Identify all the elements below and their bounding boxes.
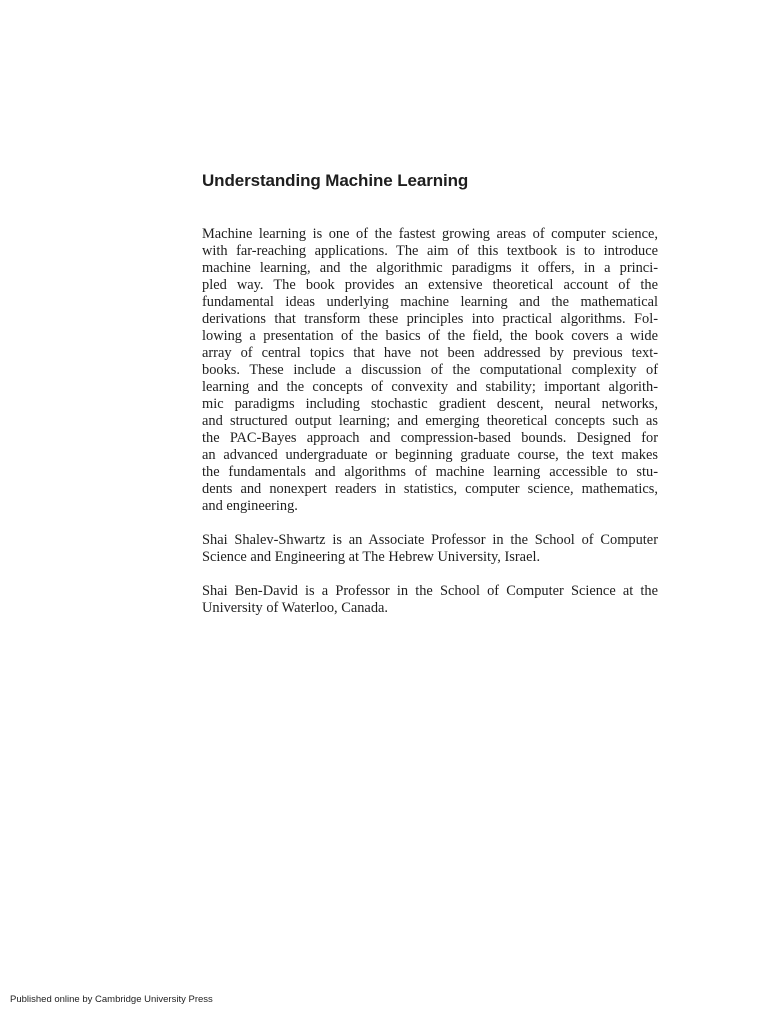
description-line: and engineering. [202, 498, 298, 514]
description-line: dents and nonexpert readers in statistics, computer science, mathematics, [202, 481, 658, 497]
description-line: array of central topics that have not been addressed by previous text- [202, 345, 658, 361]
description-line: the fundamentals and algorithms of machine learning accessible to stu- [202, 464, 658, 480]
description-line: Machine learning is one of the fastest growing areas of computer science, [202, 226, 658, 242]
description-line: lowing a presentation of the basics of the field, the book covers a wide [202, 328, 658, 344]
description-line: learning and the concepts of convexity and stability; important algorith- [202, 379, 658, 395]
description-line: machine learning, and the algorithmic paradigms it offers, in a princi- [202, 260, 658, 276]
description-line: with far-reaching applications. The aim of this textbook is to introduce [202, 243, 658, 259]
book-blurb [202, 226, 658, 617]
description-paragraph [202, 226, 658, 515]
description-line: pled way. The book provides an extensive theoretical account of the [202, 277, 658, 293]
author-bio-line: Science and Engineering at The Hebrew University, Israel. [202, 549, 541, 565]
description-line: the PAC-Bayes approach and compression-based bounds. Designed for [202, 430, 658, 446]
publisher-footer: Published online by Cambridge University Press [10, 994, 213, 1005]
book-title: Understanding Machine Learning [202, 171, 469, 190]
description-line: books. These include a discussion of the computational complexity of [202, 362, 658, 378]
description-line: fundamental ideas underlying machine learning and the mathematical [202, 294, 658, 310]
description-line: derivations that transform these principles into practical algorithms. Fol- [202, 311, 658, 327]
paragraph-gap [202, 566, 658, 583]
author-bio-line: Shai Ben-David is a Professor in the School of Computer Science at the [202, 583, 658, 599]
author-bio-ben-david [202, 583, 658, 617]
paragraph-gap [202, 515, 658, 532]
author-bio-line: Shai Shalev-Shwartz is an Associate Professor in the School of Computer [202, 532, 658, 548]
description-line: mic paradigms including stochastic gradient descent, neural networks, [202, 396, 658, 412]
description-line: an advanced undergraduate or beginning graduate course, the text makes [202, 447, 658, 463]
author-bio-line: University of Waterloo, Canada. [202, 600, 389, 616]
author-bio-shalev-shwartz [202, 532, 658, 566]
description-line: and structured output learning; and emerging theoretical concepts such as [202, 413, 658, 429]
